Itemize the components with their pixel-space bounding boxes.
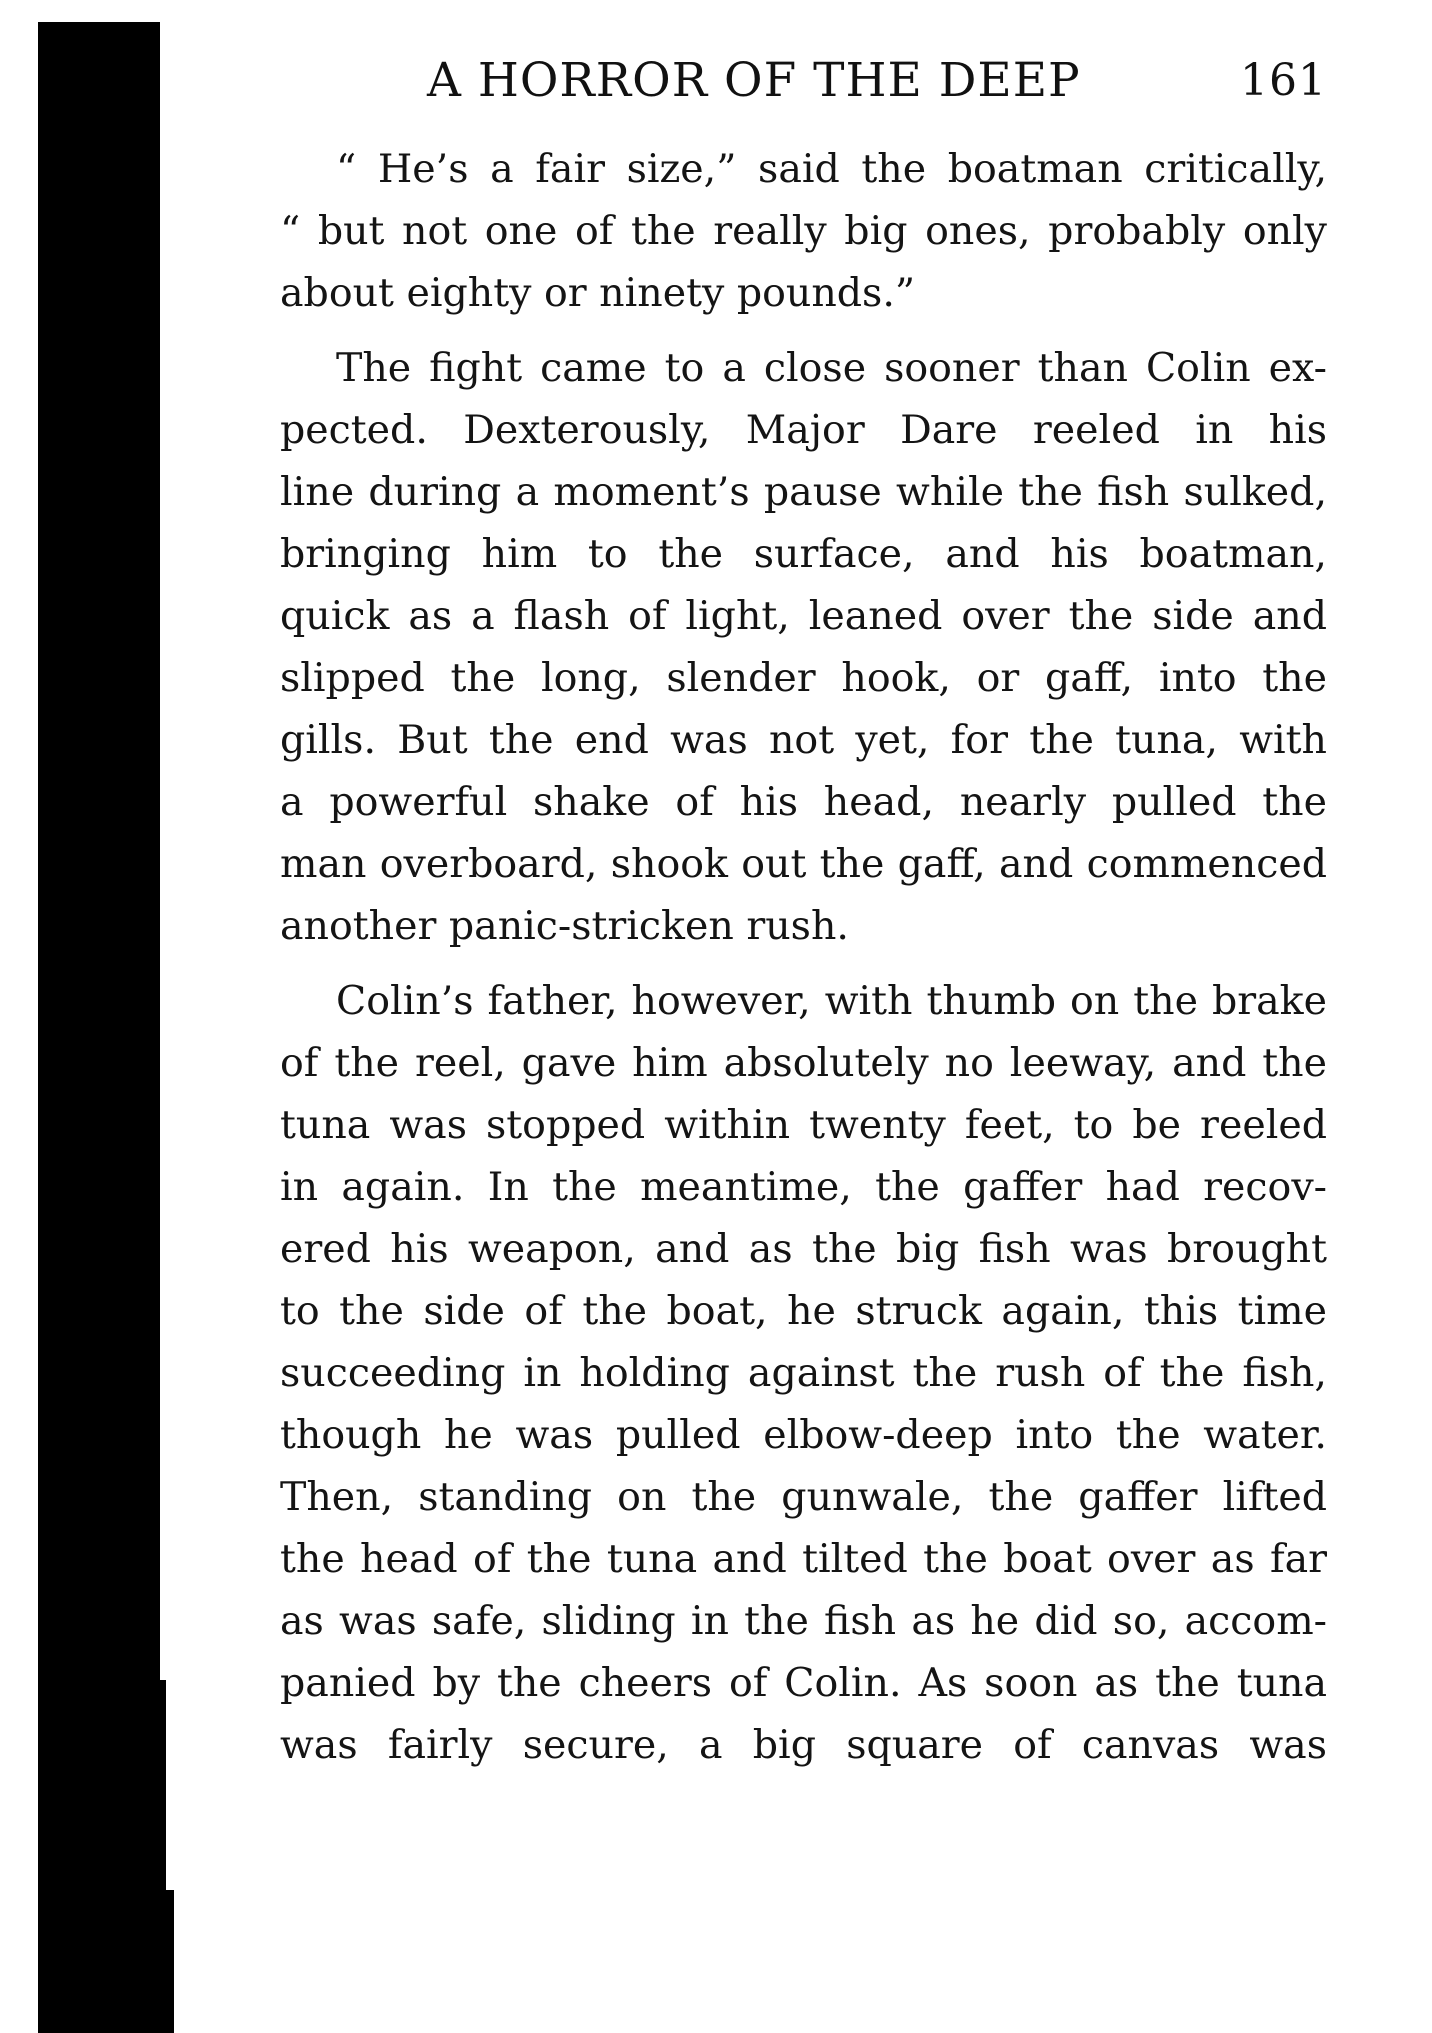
text-line: tuna was stopped within twenty feet, to be reeled <box>280 1102 1327 1148</box>
paragraph <box>280 337 1327 957</box>
page-number: 161 <box>1240 55 1327 106</box>
running-head: A HORROR OF THE DEEP <box>427 53 1081 108</box>
text-line: line during a moment’s pause while the fish sulked, <box>280 469 1327 515</box>
text-line: to the side of the boat, he struck again, this time <box>280 1288 1327 1334</box>
text-line: slipped the long, slender hook, or gaff, into the <box>280 655 1327 701</box>
text-line: bringing him to the surface, and his boatman, <box>280 531 1327 577</box>
text-line: a powerful shake of his head, nearly pulled the <box>280 779 1327 825</box>
text-line: about eighty or ninety pounds.” <box>280 270 916 316</box>
text-line: pected. Dexterously, Major Dare reeled in his <box>280 407 1327 453</box>
text-line: the head of the tuna and tilted the boat over as far <box>280 1536 1327 1582</box>
binding-shadow <box>38 22 160 2033</box>
text-line: Colin’s father, however, with thumb on the brake <box>336 978 1327 1024</box>
text-line: “ He’s a fair size,” said the boatman critically, <box>336 146 1327 192</box>
page-header <box>282 46 1327 116</box>
text-line: another panic-stricken rush. <box>280 903 849 949</box>
text-line: succeeding in holding against the rush of the fish, <box>280 1350 1327 1396</box>
text-line: panied by the cheers of Colin. As soon as the tuna <box>280 1660 1327 1706</box>
text-line: The fight came to a close sooner than Colin ex- <box>336 345 1327 391</box>
text-line: though he was pulled elbow-deep into the water. <box>280 1412 1327 1458</box>
paragraph <box>280 970 1327 1776</box>
text-line: gills. But the end was not yet, for the tuna, with <box>280 717 1327 763</box>
text-line: was fairly secure, a big square of canvas was <box>280 1722 1327 1768</box>
text-line: of the reel, gave him absolutely no leeway, and the <box>280 1040 1327 1086</box>
text-line: as was safe, sliding in the fish as he did so, accom- <box>280 1598 1327 1644</box>
text-line: quick as a flash of light, leaned over the side and <box>280 593 1327 639</box>
binding-shadow-edge <box>160 1890 174 2033</box>
text-line: “ but not one of the really big ones, probably only <box>280 208 1327 254</box>
text-line: ered his weapon, and as the big fish was brought <box>280 1226 1327 1272</box>
text-line: Then, standing on the gunwale, the gaffer lifted <box>280 1474 1327 1520</box>
text-line: man overboard, shook out the gaff, and commenced <box>280 841 1327 887</box>
text-line: in again. In the meantime, the gaffer had recov- <box>280 1164 1327 1210</box>
paragraph <box>280 138 1327 324</box>
body-text <box>280 138 1327 1789</box>
